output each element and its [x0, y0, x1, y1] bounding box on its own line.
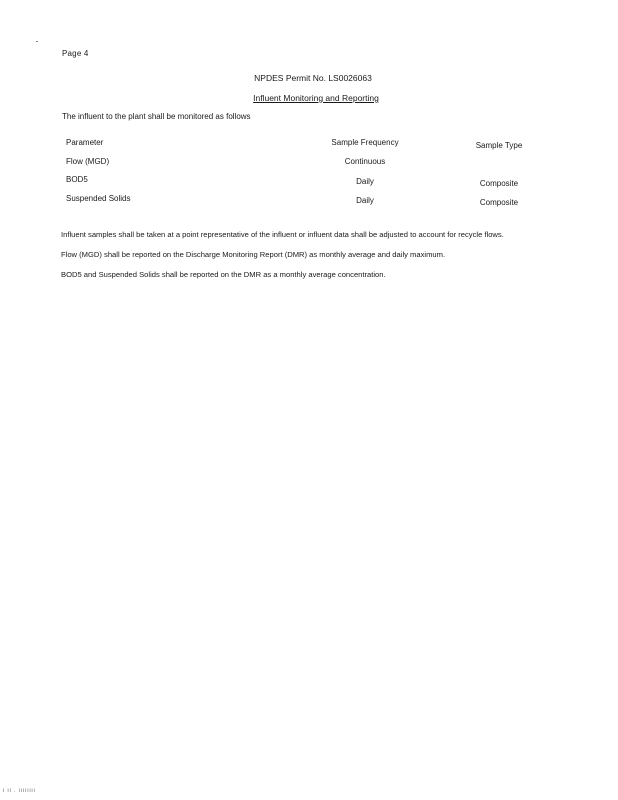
intro-sentence: The influent to the plant shall be monitored as follows	[62, 112, 251, 121]
column-header-frequency: Sample Frequency	[331, 138, 399, 147]
note-bod-reporting: BOD5 and Suspended Solids shall be reported on the DMR as a monthly average concentration.	[61, 270, 386, 279]
table-row-parameter: BOD5	[66, 175, 88, 184]
table-row-type: Composite	[479, 179, 519, 188]
note-influent-samples: Influent samples shall be taken at a point representative of the influent or influent data shall be adjusted to account for recycle flows.	[61, 230, 504, 239]
column-header-type: Sample Type	[475, 141, 523, 150]
page-number: Page 4	[62, 49, 89, 58]
table-row-type: Composite	[479, 198, 519, 207]
table-row-frequency: Continuous	[344, 157, 386, 166]
table-row-parameter: Suspended Solids	[66, 194, 131, 203]
permit-number: NPDES Permit No. LS0026063	[254, 73, 372, 83]
footer-scan-marks: i ii . iiiiiiii	[3, 788, 36, 794]
note-flow-reporting: Flow (MGD) shall be reported on the Discharge Monitoring Report (DMR) as monthly average and daily maximum.	[61, 250, 446, 259]
section-title: Influent Monitoring and Reporting	[253, 93, 379, 103]
table-row-frequency: Daily	[356, 196, 374, 205]
table-row-frequency: Daily	[356, 177, 374, 186]
column-header-parameter: Parameter	[66, 138, 104, 147]
table-row-parameter: Flow (MGD)	[66, 157, 110, 166]
scan-speck	[36, 41, 38, 42]
